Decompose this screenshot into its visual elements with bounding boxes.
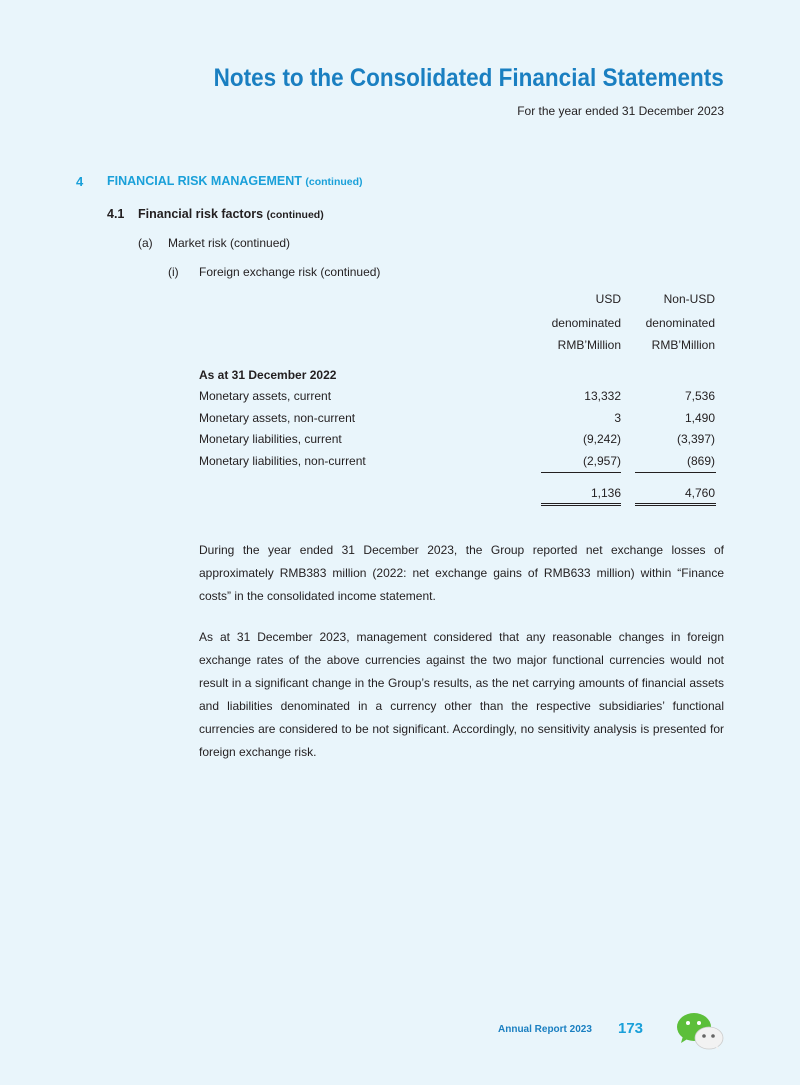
- total-double-rule-usd: [541, 503, 621, 506]
- table-row: [199, 454, 719, 470]
- item-a-text: Market risk (continued): [168, 236, 291, 250]
- section-title: [107, 174, 363, 188]
- row-nonusd-value: (869): [686, 454, 715, 468]
- row-label: Monetary assets, non-current: [199, 411, 356, 425]
- row-usd-value: 3: [614, 411, 621, 425]
- table-header-row-3: [199, 338, 719, 354]
- table-row: [199, 432, 719, 448]
- footer-page-number: 173: [618, 1020, 644, 1037]
- wechat-icon: [675, 1010, 725, 1052]
- total-nonusd-value: 4,760: [684, 486, 715, 500]
- row-usd-value: (9,242): [582, 432, 621, 446]
- subsection-title: [138, 207, 324, 221]
- row-label: Monetary liabilities, non-current: [199, 454, 366, 468]
- table-row: [199, 411, 719, 427]
- table-section-label: As at 31 December 2022: [199, 368, 337, 382]
- row-nonusd-value: 7,536: [684, 389, 715, 403]
- row-label: Monetary assets, current: [199, 389, 332, 403]
- row-nonusd-value: 1,490: [684, 411, 715, 425]
- table-header-row-1: [199, 292, 719, 308]
- nonusd-header-line1: Non-USD: [663, 292, 715, 306]
- row-nonusd-value: (3,397): [676, 432, 715, 446]
- paragraph-exchange-losses: During the year ended 31 December 2023, the Group reported net exchange losses of approximately RMB383 million (2022: net exchange gains of RMB633 million) within “Finance costs” in the consolidated income statement.: [199, 543, 724, 603]
- row-usd-value: (2,957): [582, 454, 621, 468]
- total-double-rule-nonusd: [635, 503, 716, 506]
- total-usd-value: 1,136: [590, 486, 621, 500]
- item-i-number: (i): [168, 265, 179, 279]
- paragraph-sensitivity: As at 31 December 2023, management considered that any reasonable changes in foreign exchange rates of the above currencies against the two major functional currencies would not result in a significant change in the Group’s results, as the net carrying amounts of financial assets and liabilities denominated in a currency other than the respective subsidiaries’ functional currencies are considered to be not significant. Accordingly, no sensitivity analysis is presented for foreign exchange risk.: [199, 630, 724, 759]
- section-number: 4: [76, 174, 84, 189]
- nonusd-header-line2: denominated: [645, 316, 715, 330]
- footer-report-label: Annual Report 2023: [498, 1024, 592, 1035]
- subsection-number: 4.1: [107, 207, 125, 221]
- table-total-row: [199, 486, 719, 502]
- row-usd-value: 13,332: [584, 389, 621, 403]
- item-i-text: Foreign exchange risk (continued): [199, 265, 381, 279]
- table-row: [199, 389, 719, 405]
- item-a-number: (a): [138, 236, 153, 250]
- usd-header-line1: USD: [595, 292, 621, 306]
- usd-header-line2: denominated: [551, 316, 621, 330]
- page-subtitle: For the year ended 31 December 2023: [517, 104, 724, 118]
- page-title: Notes to the Consolidated Financial Statements: [213, 64, 724, 92]
- subtotal-rule-usd: [541, 472, 621, 473]
- section-continued: (continued): [305, 176, 363, 188]
- table-header-row-2: [199, 316, 719, 332]
- subsection-continued: (continued): [266, 209, 324, 221]
- section-title-text: FINANCIAL RISK MANAGEMENT: [107, 174, 302, 188]
- nonusd-header-line3: RMB’Million: [651, 338, 715, 352]
- subtotal-rule-nonusd: [635, 472, 716, 473]
- subsection-title-text: Financial risk factors: [138, 207, 264, 221]
- row-label: Monetary liabilities, current: [199, 432, 342, 446]
- usd-header-line3: RMB’Million: [557, 338, 621, 352]
